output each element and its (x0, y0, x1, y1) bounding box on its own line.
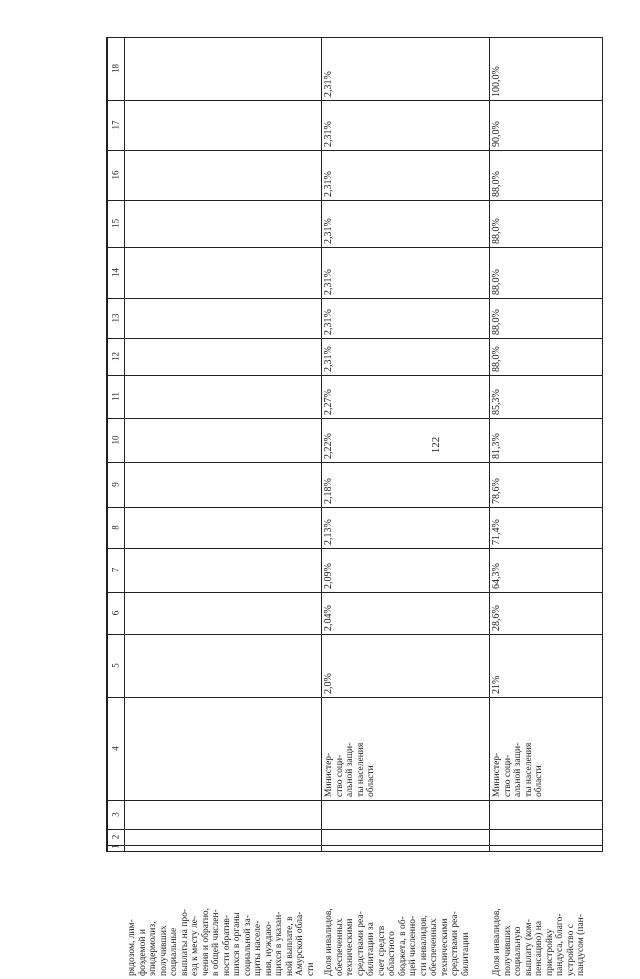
executor-cell-row-3-text: Министер- ство соци- альной защи- ты населения области (492, 742, 544, 797)
value-cell-row-2-col-9 (321, 462, 489, 507)
value-cell-row-1-col-14 (124, 247, 321, 298)
value-cell-row-1-col-5 (124, 634, 321, 697)
value-cell-row-1-col-12 (124, 338, 321, 375)
value-cell-row-3-col-9-text: 78,6% (491, 478, 502, 504)
value-cell-row-1-col-10 (124, 418, 321, 462)
indicator-cell-row-1-text: рядозом, лим- фоэдемой и эпидермолиз, получивших социальные выплаты на про- езд к месту ле- чения и обратно, в общей числен- ности обратив- шихся в органы социальной за- щиты населе- ния, нуждаю- щихся в указан- ной выплате, в Амурской обла- сти (127, 907, 316, 976)
value-cell-row-3-col-11-text: 85,3% (491, 389, 502, 415)
value-cell-row-1-col-16 (124, 150, 321, 200)
column-number-15 (107, 200, 124, 247)
value-cell-row-3-col-17 (489, 100, 602, 150)
value-cell-row-2-col-8-text: 2,13% (323, 519, 334, 545)
column-number-16 (107, 150, 124, 200)
value-cell-row-3-col-14-text: 88,0% (491, 269, 502, 295)
column-number-10 (107, 418, 124, 462)
value-cell-row-3-col-9 (489, 462, 602, 507)
value-cell-row-3-col-16-text: 88,0% (491, 171, 502, 197)
column-number-11-text: 11 (110, 392, 121, 401)
column-number-4-text: 4 (110, 746, 121, 751)
column-number-4 (107, 697, 124, 800)
value-cell-row-2-col-6-text: 2,04% (323, 605, 334, 631)
value-cell-row-2-col-15-text: 2,31% (323, 218, 334, 244)
column-number-13-text: 13 (110, 313, 121, 323)
column-number-7-text: 7 (110, 567, 121, 573)
value-cell-row-2-col-17 (321, 100, 489, 150)
column-number-7 (107, 548, 124, 592)
executor-cell-row-2-text: Министер- ство соци- альной защи- ты населения области (324, 742, 376, 797)
value-cell-row-3-col-10 (489, 418, 602, 462)
value-cell-row-3-col-17-text: 90,0% (491, 121, 502, 147)
column-number-9-text: 9 (110, 482, 121, 487)
value-cell-row-3-col-16 (489, 150, 602, 200)
value-cell-row-1-col-8 (124, 507, 321, 548)
value-cell-row-2-col-16-text: 2,31% (323, 171, 334, 197)
executor-cell-row-2 (321, 697, 489, 800)
column-number-1 (107, 845, 124, 852)
value-cell-row-2-col-7 (321, 548, 489, 592)
value-cell-row-1-col-17 (124, 100, 321, 150)
column-number-3 (107, 800, 124, 829)
value-cell-row-3-col-7-text: 64,3% (491, 563, 502, 589)
value-cell-row-2-col-6 (321, 592, 489, 634)
value-cell-row-3-col-5-text: 21% (491, 675, 502, 694)
value-cell-row-3-col-7 (489, 548, 602, 592)
rotated-table (106, 37, 602, 976)
value-cell-row-2-col-8 (321, 507, 489, 548)
value-cell-row-2-col-13-text: 2,31% (323, 309, 334, 335)
page-number: 122 (430, 436, 442, 454)
value-cell-row-3-col-10-text: 81,3% (491, 433, 502, 459)
value-cell-row-3-col-15-text: 88,0% (491, 218, 502, 244)
value-cell-row-1-col-11 (124, 375, 321, 418)
value-cell-row-2-col-5-text: 2,0% (323, 673, 334, 694)
value-cell-row-2-col-17-text: 2,31% (323, 121, 334, 147)
value-cell-row-2-col-14-text: 2,31% (323, 269, 334, 295)
value-cell-row-2-col-15 (321, 200, 489, 247)
value-cell-row-2-col-11-text: 2,27% (323, 389, 334, 415)
indicator-cell-row-3 (489, 800, 602, 979)
column-number-12-text: 12 (110, 352, 121, 361)
value-cell-row-2-col-7-text: 2,09% (323, 563, 334, 589)
column-number-15-text: 15 (110, 219, 121, 228)
value-cell-row-2-col-18-text: 2,31% (323, 71, 334, 97)
column-number-6-text: 6 (110, 610, 121, 616)
column-number-3-text: 3 (110, 812, 121, 817)
column-number-8 (107, 507, 124, 548)
value-cell-row-1-col-7 (124, 548, 321, 592)
value-cell-row-2-col-11 (321, 375, 489, 418)
column-number-1-text: 1 (110, 844, 121, 849)
column-number-2 (107, 829, 124, 845)
value-cell-row-1-col-15 (124, 200, 321, 247)
column-number-2-text: 2 (110, 834, 121, 840)
column-number-5-text: 5 (110, 663, 121, 668)
value-cell-row-2-col-13 (321, 298, 489, 338)
indicator-cell-row-1 (124, 800, 321, 979)
indicator-cell-row-2 (321, 800, 489, 979)
value-cell-row-2-col-5 (321, 634, 489, 697)
column-number-12 (107, 338, 124, 375)
value-cell-row-2-col-10-text: 2,22% (323, 433, 334, 459)
table-rule-4 (602, 37, 603, 852)
value-cell-row-3-col-13 (489, 298, 602, 338)
column-number-18 (107, 37, 124, 100)
column-number-9 (107, 462, 124, 507)
value-cell-row-2-col-14 (321, 247, 489, 298)
column-number-11 (107, 375, 124, 418)
value-cell-row-3-col-8 (489, 507, 602, 548)
executor-cell-row-3 (489, 697, 602, 800)
indicator-cell-row-2-text: Доля инвалидов, обеспеченных техническими средствами реа- билитации за счет средств областного бюджета, в об- щей численно- сти инвалидов, обеспеченных техническими средствами реа- билитации (324, 908, 471, 976)
column-number-10-text: 10 (110, 435, 121, 445)
value-cell-row-3-col-15 (489, 200, 602, 247)
value-cell-row-1-col-13 (124, 298, 321, 338)
column-number-8-text: 8 (110, 525, 121, 530)
value-cell-row-2-col-12-text: 2,31% (323, 346, 334, 372)
indicator-cell-row-3-text: Доля инвалидов, получивших социальную выплату (ком- пенсацию) на пристройку пандуса, благо- устройство с пандусом (пан- (492, 908, 586, 976)
value-cell-row-2-col-9-text: 2,18% (323, 478, 334, 504)
value-cell-row-2-col-16 (321, 150, 489, 200)
column-number-14 (107, 247, 124, 298)
column-number-14-text: 14 (110, 268, 121, 277)
value-cell-row-3-col-14 (489, 247, 602, 298)
value-cell-row-3-col-12-text: 88,0% (491, 346, 502, 372)
column-number-18-text: 18 (110, 64, 121, 73)
column-number-17-text: 17 (110, 120, 121, 130)
column-number-17 (107, 100, 124, 150)
column-number-16-text: 16 (110, 170, 121, 180)
value-cell-row-1-col-18 (124, 37, 321, 100)
executor-cell-row-1 (124, 697, 321, 800)
value-cell-row-3-col-5 (489, 634, 602, 697)
value-cell-row-3-col-13-text: 88,0% (491, 309, 502, 335)
column-number-6 (107, 592, 124, 634)
value-cell-row-3-col-8-text: 71,4% (491, 519, 502, 545)
value-cell-row-3-col-18-text: 100,0% (491, 66, 502, 97)
column-number-5 (107, 634, 124, 697)
value-cell-row-3-col-18 (489, 37, 602, 100)
value-cell-row-3-col-12 (489, 338, 602, 375)
value-cell-row-1-col-9 (124, 462, 321, 507)
value-cell-row-3-col-11 (489, 375, 602, 418)
value-cell-row-2-col-10 (321, 418, 489, 462)
value-cell-row-3-col-6-text: 28,6% (491, 605, 502, 631)
value-cell-row-2-col-12 (321, 338, 489, 375)
column-number-13 (107, 298, 124, 338)
value-cell-row-1-col-6 (124, 592, 321, 634)
value-cell-row-2-col-18 (321, 37, 489, 100)
value-cell-row-3-col-6 (489, 592, 602, 634)
